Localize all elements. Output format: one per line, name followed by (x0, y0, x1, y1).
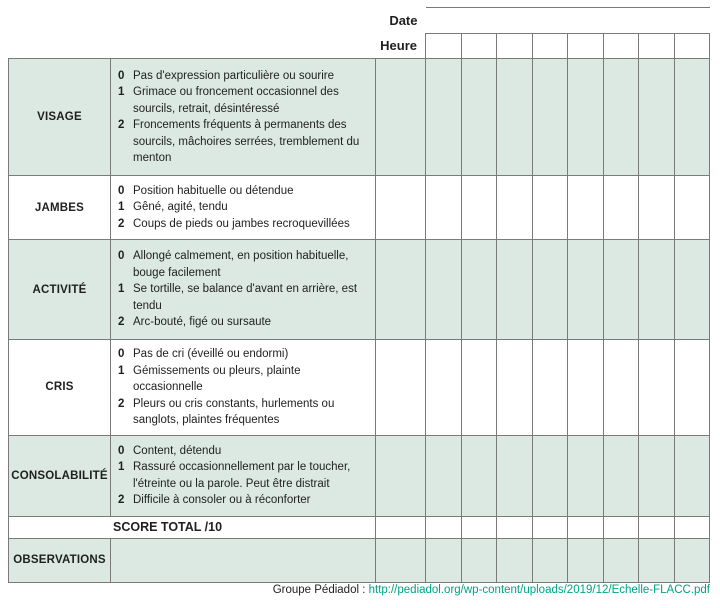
footer-source (273, 584, 710, 596)
spacer-cell (376, 240, 426, 340)
grid-cell[interactable] (674, 516, 710, 538)
score-description: Froncements fréquents à permanents des sourcils, mâchoires serrées, tremblement du menton (133, 119, 360, 164)
grid-cell[interactable] (674, 538, 710, 582)
score-value: 1 (118, 283, 125, 296)
score-description: Se tortille, se balance d'avant en arrière, est tendu (133, 283, 358, 312)
score-value: 0 (118, 250, 125, 263)
date-row (9, 8, 710, 34)
grid-cell[interactable] (603, 59, 639, 176)
score-value: 0 (118, 69, 125, 82)
grid-cell[interactable] (674, 435, 710, 516)
grid-cell[interactable] (532, 538, 568, 582)
criterion-row-visage (9, 59, 710, 176)
grid-cell[interactable] (568, 240, 604, 340)
grid-cell[interactable] (568, 538, 604, 582)
criterion-label-consolabilite: CONSOLABILITÉ (9, 435, 111, 516)
heure-row-blank (9, 34, 376, 59)
score-description: Difficile à consoler ou à réconforter (133, 494, 311, 506)
criterion-label-visage: VISAGE (9, 59, 111, 176)
score-item (118, 281, 371, 314)
score-value: 2 (118, 119, 125, 131)
score-total-label: SCORE TOTAL /10 (9, 516, 376, 538)
footer-source-link[interactable]: http://pediadol.org/wp-content/uploads/2019/12/Echelle-FLACC.pdf (368, 584, 710, 596)
score-item (118, 248, 371, 281)
grid-cell[interactable] (426, 340, 462, 436)
score-value: 2 (118, 316, 125, 329)
grid-cell[interactable] (461, 340, 497, 436)
score-description: Pas d'expression particulière ou sourire (133, 69, 334, 82)
score-value: 2 (118, 217, 125, 230)
score-item (118, 68, 371, 85)
grid-cell[interactable] (603, 34, 639, 59)
grid-cell[interactable] (426, 538, 462, 582)
score-value: 0 (118, 348, 125, 360)
spacer-cell (376, 538, 426, 582)
grid-cell[interactable] (426, 240, 462, 340)
grid-cell[interactable] (497, 340, 533, 436)
score-value: 2 (118, 494, 125, 506)
grid-cell[interactable] (426, 516, 462, 538)
date-row-blank (9, 8, 376, 34)
score-description: Pas de cri (éveillé ou endormi) (133, 348, 289, 360)
grid-cell[interactable] (639, 435, 675, 516)
grid-cell[interactable] (568, 435, 604, 516)
grid-cell[interactable] (461, 435, 497, 516)
grid-cell[interactable] (639, 516, 675, 538)
criterion-descriptions-activite (111, 240, 376, 340)
grid-cell[interactable] (497, 516, 533, 538)
score-description: Arc-bouté, figé ou sursaute (133, 316, 272, 329)
grid-cell[interactable] (426, 59, 462, 176)
grid-cell[interactable] (674, 240, 710, 340)
grid-cell[interactable] (603, 538, 639, 582)
criterion-label-activite: ACTIVITÉ (9, 240, 111, 340)
score-description: Gêné, agité, tendu (133, 201, 228, 214)
flacc-scale-table (8, 7, 710, 583)
observations-field[interactable] (111, 538, 376, 582)
footer-source-label: Groupe Pédiadol : (272, 584, 366, 596)
grid-cell[interactable] (674, 176, 710, 240)
spacer-cell (376, 516, 426, 538)
score-description: Position habituelle ou détendue (133, 184, 294, 197)
grid-cell[interactable] (461, 240, 497, 340)
spacer-cell (376, 59, 426, 176)
grid-cell[interactable] (568, 34, 604, 59)
grid-cell[interactable] (532, 59, 568, 176)
grid-cell[interactable] (426, 435, 462, 516)
heure-row (9, 34, 710, 59)
date-field[interactable] (426, 8, 710, 34)
grid-cell[interactable] (639, 34, 675, 59)
score-description: Gémissements ou pleurs, plainte occasionnelle (133, 364, 301, 393)
grid-cell[interactable] (497, 240, 533, 340)
score-item (118, 199, 371, 216)
score-item (118, 443, 371, 460)
score-item (118, 346, 371, 363)
grid-cell[interactable] (461, 538, 497, 582)
grid-cell[interactable] (497, 34, 533, 59)
criterion-row-consolabilite (9, 435, 710, 516)
grid-cell[interactable] (461, 516, 497, 538)
grid-cell[interactable] (568, 516, 604, 538)
grid-cell[interactable] (426, 34, 462, 59)
grid-cell[interactable] (497, 538, 533, 582)
score-value: 1 (118, 461, 125, 473)
grid-cell[interactable] (639, 538, 675, 582)
score-item (118, 216, 371, 233)
grid-cell[interactable] (674, 34, 710, 59)
criterion-label-cris: CRIS (9, 340, 111, 436)
score-item (118, 314, 371, 331)
grid-cell[interactable] (532, 435, 568, 516)
criterion-descriptions-cris (111, 340, 376, 436)
score-item (118, 459, 371, 492)
observations-row (9, 538, 710, 582)
score-description: Rassuré occasionnellement par le toucher, l'étreinte ou la parole. Peut être distrait (133, 461, 351, 490)
grid-cell[interactable] (461, 59, 497, 176)
grid-cell[interactable] (497, 59, 533, 176)
spacer-cell (376, 340, 426, 436)
heure-label: Heure (376, 34, 426, 59)
grid-cell[interactable] (639, 176, 675, 240)
score-description: Pleurs ou cris constants, hurlements ou sanglots, plaintes fréquentes (133, 397, 335, 426)
criterion-descriptions-jambes (111, 176, 376, 240)
score-value: 0 (118, 444, 125, 457)
criterion-descriptions-consolabilite (111, 435, 376, 516)
grid-cell[interactable] (639, 240, 675, 340)
score-description: Allongé calmement, en position habituelle, bouge facilement (133, 250, 349, 279)
criterion-label-jambes: JAMBES (9, 176, 111, 240)
grid-cell[interactable] (461, 34, 497, 59)
grid-cell[interactable] (532, 240, 568, 340)
score-description: Content, détendu (133, 444, 222, 457)
observations-label: OBSERVATIONS (9, 538, 111, 582)
score-value: 2 (118, 397, 125, 410)
criterion-descriptions-visage (111, 59, 376, 176)
score-value: 0 (118, 184, 125, 197)
grid-cell[interactable] (603, 240, 639, 340)
grid-cell[interactable] (674, 340, 710, 436)
grid-cell[interactable] (603, 340, 639, 436)
grid-cell[interactable] (639, 340, 675, 436)
grid-cell[interactable] (532, 34, 568, 59)
spacer-cell (376, 176, 426, 240)
grid-cell[interactable] (568, 340, 604, 436)
score-item (118, 117, 371, 167)
criterion-row-activite (9, 240, 710, 340)
score-description: Coups de pieds ou jambes recroquevillées (133, 217, 350, 230)
score-item (118, 396, 371, 429)
score-item (118, 84, 371, 117)
grid-cell[interactable] (674, 59, 710, 176)
score-item (118, 183, 371, 200)
grid-cell[interactable] (532, 176, 568, 240)
grid-cell[interactable] (497, 176, 533, 240)
grid-cell[interactable] (461, 176, 497, 240)
score-value: 1 (118, 201, 125, 214)
grid-cell[interactable] (603, 176, 639, 240)
criterion-row-cris (9, 340, 710, 436)
score-value: 1 (118, 364, 125, 377)
grid-cell[interactable] (532, 340, 568, 436)
score-item (118, 492, 371, 509)
score-total-row (9, 516, 710, 538)
grid-cell[interactable] (603, 435, 639, 516)
criterion-row-jambes (9, 176, 710, 240)
grid-cell[interactable] (568, 176, 604, 240)
grid-cell[interactable] (532, 516, 568, 538)
score-item (118, 363, 371, 396)
spacer-cell (376, 435, 426, 516)
grid-cell[interactable] (568, 59, 604, 176)
grid-cell[interactable] (639, 59, 675, 176)
grid-cell[interactable] (603, 516, 639, 538)
grid-cell[interactable] (497, 435, 533, 516)
score-value: 1 (118, 86, 125, 98)
grid-cell[interactable] (426, 176, 462, 240)
date-label: Date (376, 8, 426, 34)
score-description: Grimace ou froncement occasionnel des sourcils, retrait, désintéressé (133, 86, 339, 115)
